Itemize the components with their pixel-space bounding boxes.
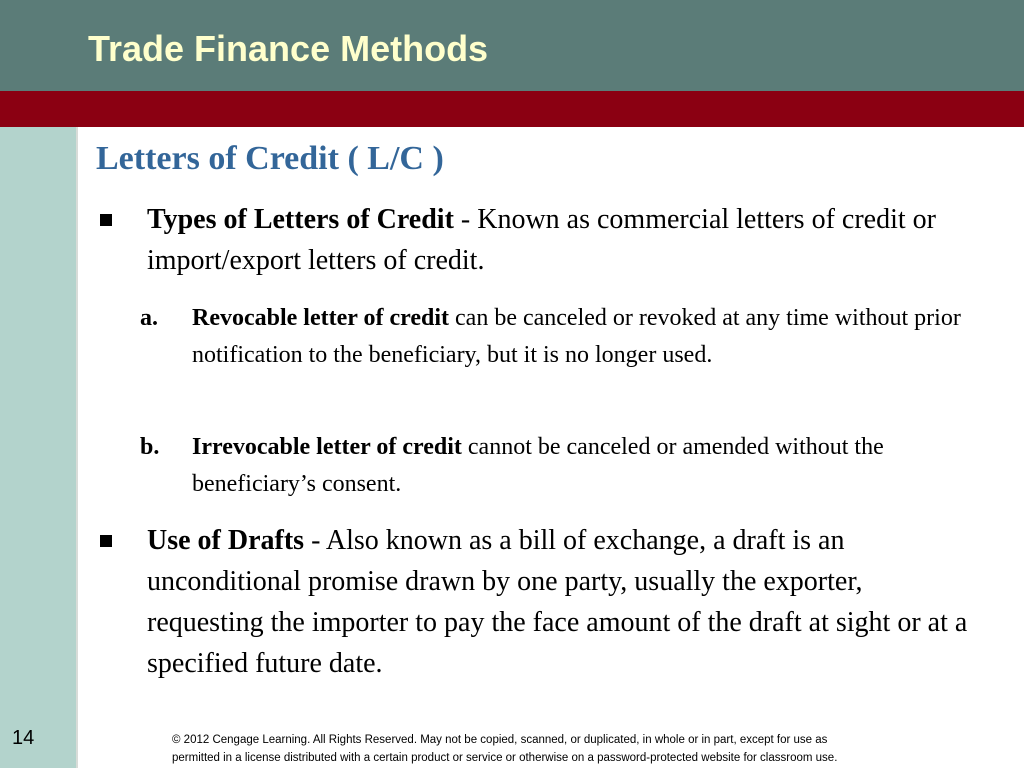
bullet-heading: Use of Drafts (147, 525, 305, 556)
list-item-heading: Irrevocable letter of credit (192, 434, 462, 460)
footer-line: permitted in a license distributed with a certain product or service or otherwise on a password-protected website for classroom use. (172, 752, 838, 764)
list-item-text: can be canceled or revoked at any time without prior notification to the beneficiary, but it is no longer used. (192, 305, 961, 368)
bullet-square-icon (100, 214, 112, 226)
bullet-heading: Types of Letters of Credit (147, 204, 454, 235)
list-item-irrevocable (192, 429, 982, 503)
list-item-heading: Revocable letter of credit (192, 305, 450, 331)
side-strip-edge (76, 127, 78, 768)
footer-line: © 2012 Cengage Learning. All Rights Reserved. May not be copied, scanned, or duplicated, in whole or in part, except for use as (172, 734, 828, 746)
slide-subtitle: Letters of Credit ( L/C ) (96, 140, 444, 177)
list-item-text: cannot be canceled or amended without the beneficiary’s consent. (192, 434, 884, 497)
copyright-footer (172, 731, 1008, 767)
side-strip (0, 127, 76, 768)
bullet-text: - Known as commercial letters of credit or import/export letters of credit. (147, 204, 936, 276)
list-item-revocable (192, 300, 982, 374)
slide-title: Trade Finance Methods (88, 28, 489, 69)
list-marker-a: a. (140, 305, 158, 331)
bullet-text: - Also known as a bill of exchange, a draft is an unconditional promise drawn by one party, usually the exporter, requesting the importer to pay the face amount of the draft at sight or at a specified future date. (147, 525, 968, 679)
accent-band (0, 91, 1024, 127)
bullet-square-icon (100, 535, 112, 547)
bullet-use-of-drafts (147, 520, 977, 684)
slide-number: 14 (12, 727, 35, 749)
list-marker-b: b. (140, 434, 160, 460)
bullet-types-of-lc (147, 199, 1007, 281)
